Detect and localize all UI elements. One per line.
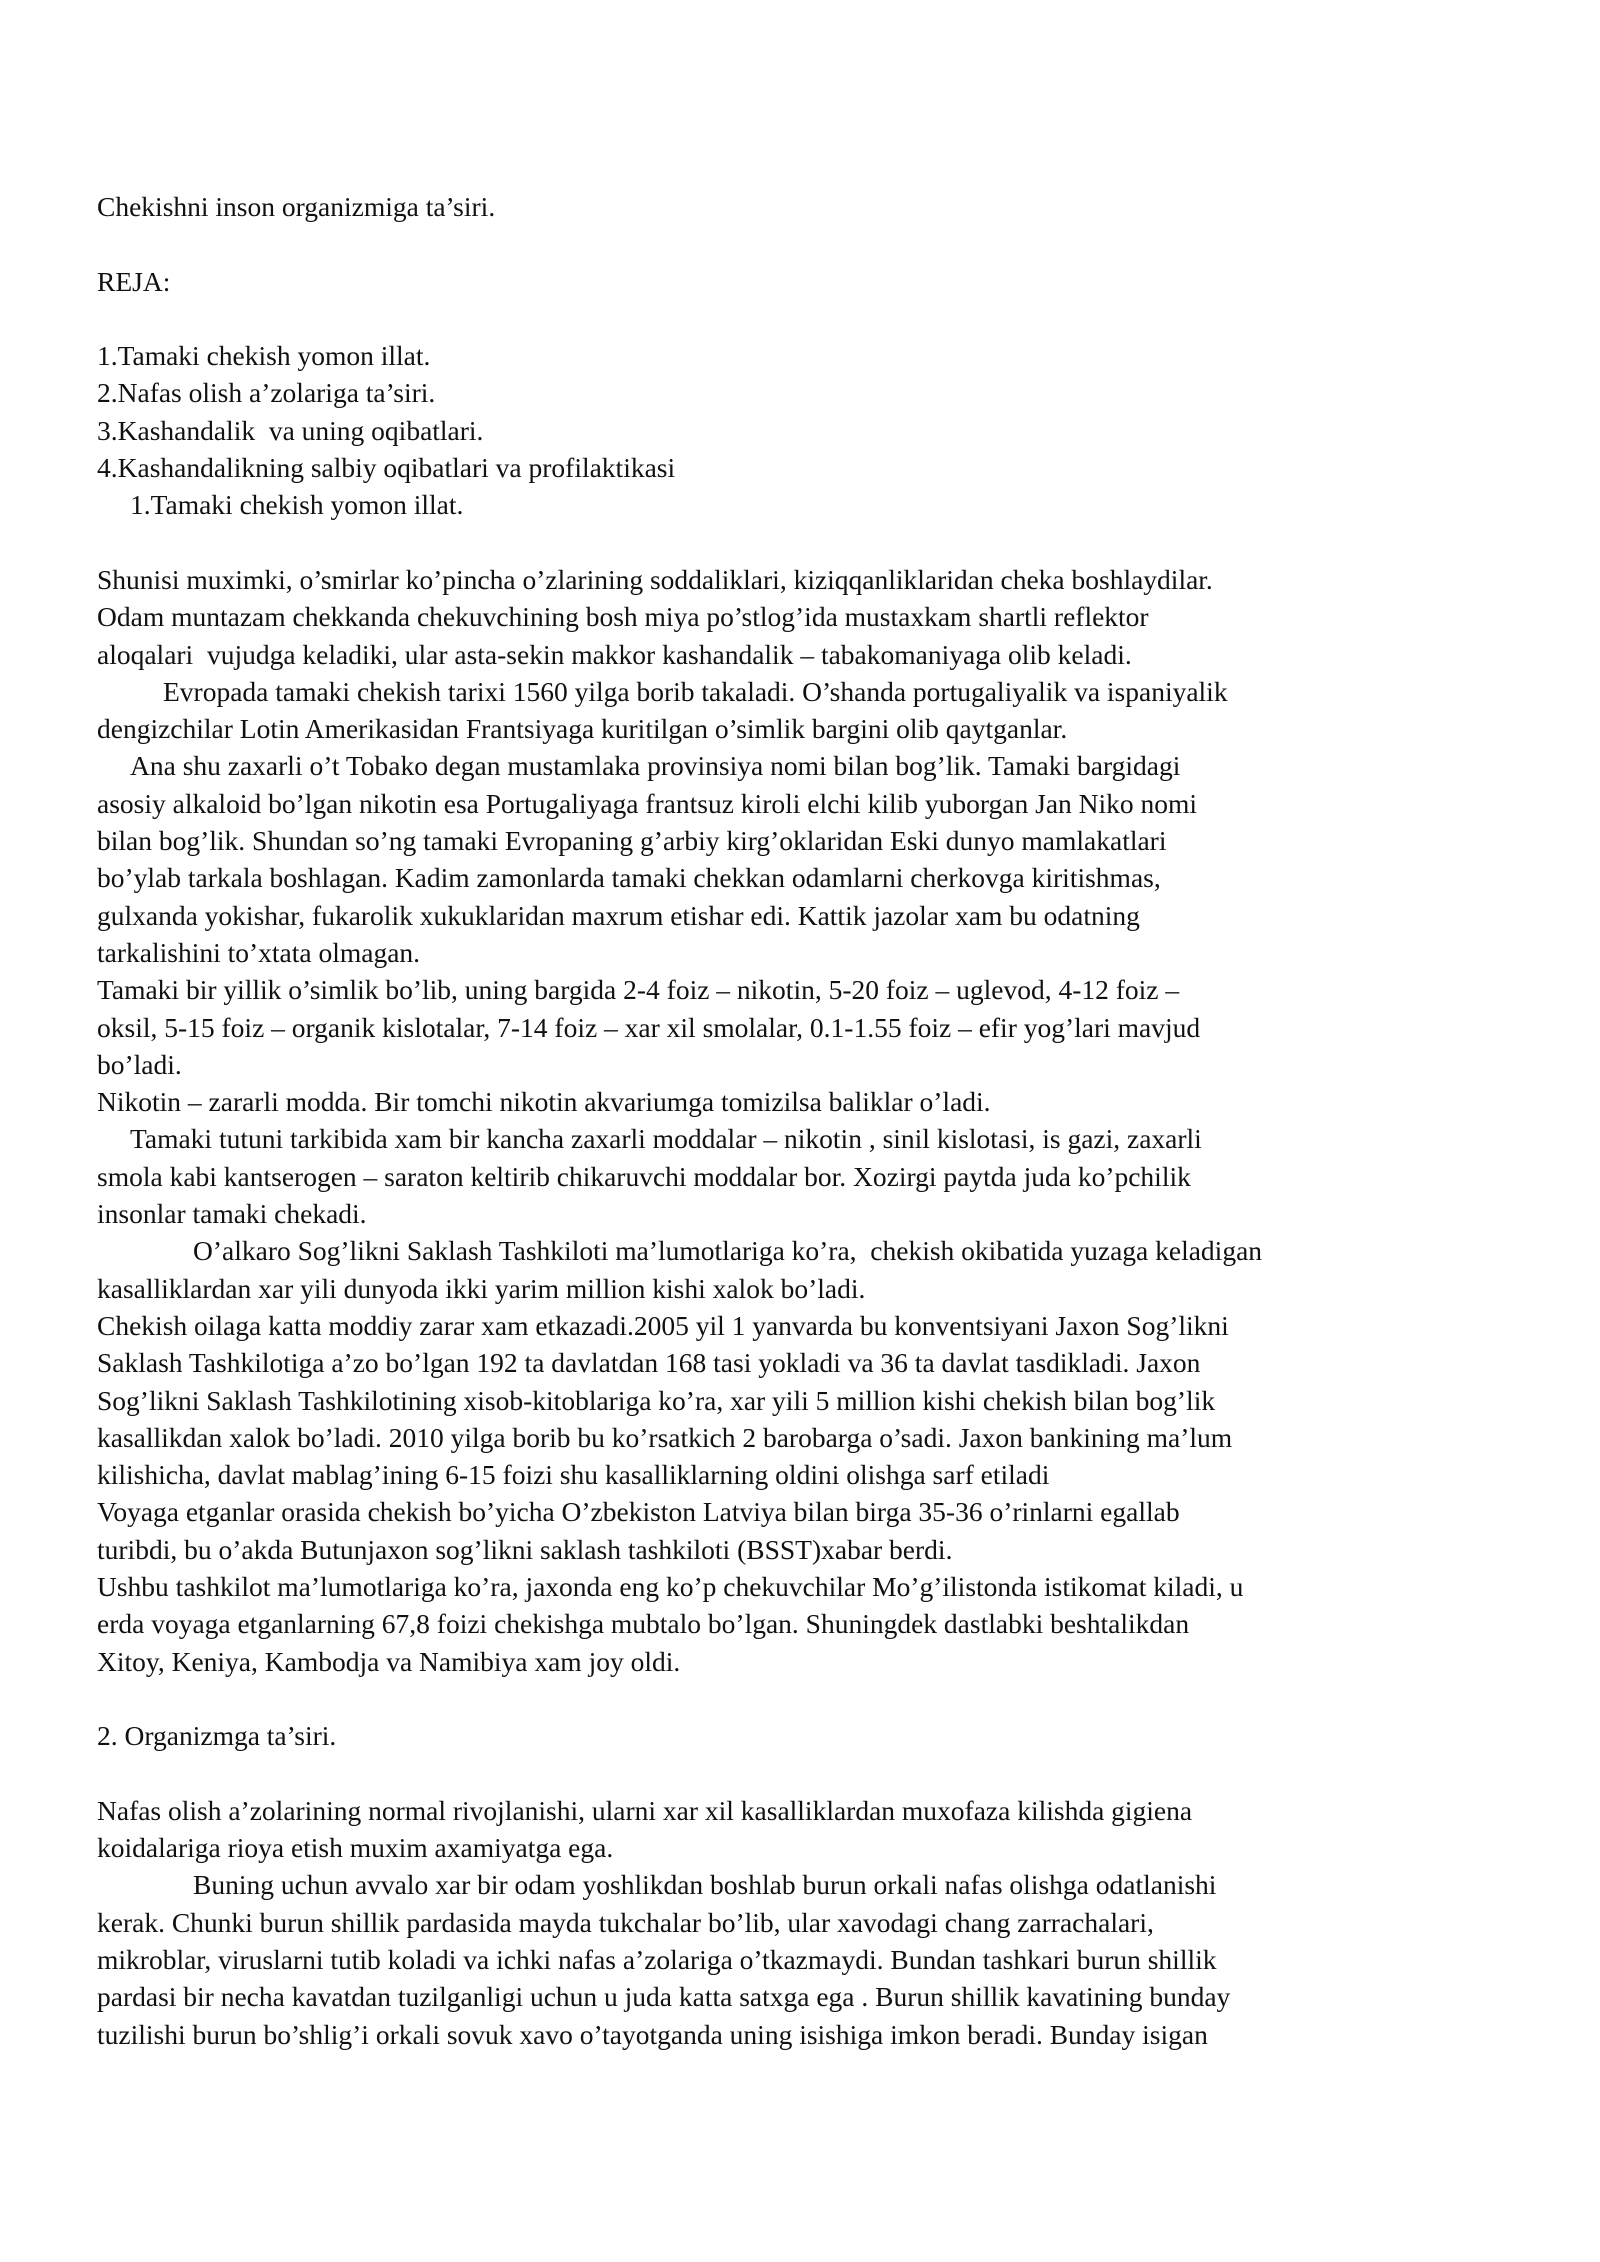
text-line: Sog’likni Saklash Tashkilotining xisob-kitoblariga ko’ra, xar yili 5 million kishi chekish bilan bog’lik	[97, 1384, 1216, 1416]
text-line: kilishicha, davlat mablag’ining 6-15 foizi shu kasalliklarning oldini olishga sarf etiladi	[97, 1459, 1050, 1491]
plan-item: 2.Nafas olish a’zolariga ta’siri.	[97, 377, 436, 409]
plan-item: 4.Kashandalikning salbiy oqibatlari va profilaktikasi	[97, 452, 676, 484]
text-line: Evropada tamaki chekish tarixi 1560 yilga borib takaladi. O’shanda portugaliyalik va ispaniyalik	[163, 675, 1228, 707]
blank-line	[97, 1754, 1517, 1791]
text-line: pardasi bir necha kavatdan tuzilganligi uchun u juda katta satxga ega . Burun shillik kavatining bunday	[97, 1981, 1231, 2013]
text-line: kerak. Chunki burun shillik pardasida mayda tukchalar bo’lib, ular xavodagi chang zarrachalari,	[97, 1906, 1154, 1938]
text-line: turibdi, bu o’akda Butunjaxon sog’likni saklash tashkiloti (BSST)xabar berdi.	[97, 1533, 953, 1565]
blank-line	[97, 225, 1517, 262]
plan-heading: REJA:	[97, 265, 171, 297]
text-line: gulxanda yokishar, fukarolik xukuklaridan maxrum etishar edi. Kattik jazolar xam bu odatning	[97, 899, 1140, 931]
text-line: smola kabi kantserogen – saraton keltirib chikaruvchi moddalar bor. Xozirgi paytda juda ko’pchilik	[97, 1160, 1191, 1192]
text-line: Chekish oilaga katta moddiy zarar xam etkazadi.2005 yil 1 yanvarda bu konventsiyani Jaxon Sog’likni	[97, 1309, 1229, 1341]
text-line: Nafas olish a’zolarining normal rivojlanishi, ularni xar xil kasalliklardan muxofaza kilishda gigiena	[97, 1794, 1193, 1826]
text-line: Xitoy, Keniya, Kambodja va Namibiya xam joy oldi.	[97, 1645, 681, 1677]
text-line: Ushbu tashkilot ma’lumotlariga ko’ra, jaxonda eng ko’p chekuvchilar Mo’g’ilistonda istikomat kiladi, u	[97, 1570, 1244, 1602]
text-line: Buning uchun avvalo xar bir odam yoshlikdan boshlab burun orkali nafas olishga odatlanishi	[193, 1869, 1217, 1901]
text-line: Nikotin – zararli modda. Bir tomchi nikotin akvariumga tomizilsa baliklar o’ladi.	[97, 1086, 991, 1118]
text-line: asosiy alkaloid bo’lgan nikotin esa Portugaliyaga frantsuz kiroli elchi kilib yuborgan Jan Niko nomi	[97, 787, 1198, 819]
section-heading: 2. Organizmga ta’siri.	[97, 1720, 337, 1752]
document-body	[97, 188, 1517, 2053]
text-line: Shunisi muximki, o’smirlar ko’pincha o’zlarining soddaliklari, kiziqqanliklaridan cheka boshlaydilar.	[97, 563, 1213, 595]
text-line: erda voyaga etganlarning 67,8 foizi chekishga mubtalo bo’lgan. Shuningdek dastlabki beshtalikdan	[97, 1608, 1190, 1640]
text-line: Tamaki bir yillik o’simlik bo’lib, uning bargida 2-4 foiz – nikotin, 5-20 foiz – uglevod, 4-12 foiz –	[97, 974, 1180, 1006]
text-line: bo’ladi.	[97, 1048, 182, 1080]
text-line: mikroblar, viruslarni tutib koladi va ichki nafas a’zolariga o’tkazmaydi. Bundan tashkari burun shillik	[97, 1943, 1217, 1975]
text-line: insonlar tamaki chekadi.	[97, 1198, 367, 1230]
text-line: dengizchilar Lotin Amerikasidan Frantsiyaga kuritilgan o’simlik bargini olib qaytganlar.	[97, 713, 1068, 745]
text-line: tarkalishini to’xtata olmagan.	[97, 936, 421, 968]
text-line: Tamaki tutuni tarkibida xam bir kancha zaxarli moddalar – nikotin , sinil kislotasi, is gazi, zaxarli	[130, 1123, 1202, 1155]
text-line: Voyaga etganlar orasida chekish bo’yicha O’zbekiston Latviya bilan birga 35-36 o’rinlarni egallab	[97, 1496, 1180, 1528]
text-line: Odam muntazam chekkanda chekuvchining bosh miya po’stlog’ida mustaxkam shartli reflektor	[97, 601, 1149, 633]
text-line: Saklash Tashkilotiga a’zo bo’lgan 192 ta davlatdan 168 tasi yokladi va 36 ta davlat tasdikladi. Jaxon	[97, 1347, 1201, 1379]
text-line: bo’ylab tarkala boshlagan. Kadim zamonlarda tamaki chekkan odamlarni cherkovga kiritishmas,	[97, 862, 1161, 894]
text-line: oksil, 5-15 foiz – organik kislotalar, 7-14 foiz – xar xil smolalar, 0.1-1.55 foiz – efir yog’lari mavjud	[97, 1011, 1201, 1043]
section-heading: 1.Tamaki chekish yomon illat.	[130, 489, 464, 521]
text-line: kasalliklardan xar yili dunyoda ikki yarim million kishi xalok bo’ladi.	[97, 1272, 866, 1304]
text-line: aloqalari vujudga keladiki, ular asta-sekin makkor kashandalik – tabakomaniyaga olib keladi.	[97, 638, 1132, 670]
text-line: O’alkaro Sog’likni Saklash Tashkiloti ma’lumotlariga ko’ra, chekish okibatida yuzaga keladigan	[193, 1235, 1263, 1267]
plan-item: 1.Tamaki chekish yomon illat.	[97, 340, 431, 372]
text-line: tuzilishi burun bo’shlig’i orkali sovuk xavo o’tayotganda uning isishiga imkon beradi. Bunday isigan	[97, 2018, 1208, 2050]
text-line: Ana shu zaxarli o’t Tobako degan mustamlaka provinsiya nomi bilan bog’lik. Tamaki bargidagi	[130, 750, 1181, 782]
text-line: kasallikdan xalok bo’ladi. 2010 yilga borib bu ko’rsatkich 2 barobarga o’sadi. Jaxon bankining ma’lum	[97, 1421, 1233, 1453]
text-line: bilan bog’lik. Shundan so’ng tamaki Evropaning g’arbiy kirg’oklaridan Eski dunyo mamlakatlari	[97, 825, 1167, 857]
blank-line	[97, 524, 1517, 561]
text-line: koidalariga rioya etish muxim axamiyatga ega.	[97, 1832, 614, 1864]
plan-item: 3.Kashandalik va uning oqibatlari.	[97, 414, 484, 446]
blank-line	[97, 1680, 1517, 1717]
blank-line	[97, 300, 1517, 337]
document-title: Chekishni inson organizmiga ta’siri.	[97, 191, 496, 222]
